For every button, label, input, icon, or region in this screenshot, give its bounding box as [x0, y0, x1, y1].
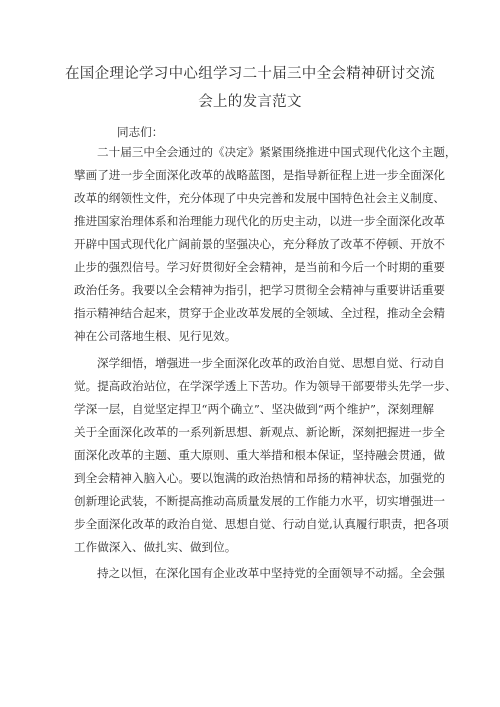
- paragraph-2-line-6: 到全会精神入脑入心。要以饱满的政治热情和昂扬的精神状态，加强党的: [74, 471, 446, 485]
- paragraph-1-line-3: 改革的纲领性文件，充分体现了中央完善和发展中国特色社会主义制度、: [74, 191, 446, 205]
- paragraph-1-line-5: 开辟中国式现代化广阔前景的坚强决心，充分释放了改革不停顿、开放不: [74, 237, 446, 251]
- paragraph-2-line-4: 关于全面深化改革的一系列新思想、新观点、新论断，深刻把握进一步全: [74, 425, 446, 439]
- paragraph-2-line-9: 工作做深入、做扎实、做到位。: [74, 540, 237, 554]
- salutation: 同志们：: [117, 125, 164, 139]
- paragraph-1-line-2: 擘画了进一步全面深化改革的战略蓝图，是指导新征程上进一步全面深化: [74, 168, 446, 182]
- paragraph-2-line-5: 面深化改革的主题、重大原则、重大举措和根本保证，坚持融会贯通，做: [74, 448, 446, 462]
- paragraph-1-line-1: 二十届三中全会通过的《决定》紧紧围绕推进中国式现代化这个主题，: [97, 145, 457, 159]
- paragraph-2-line-3: 学深一层，自觉坚定捍卫“两个确立”、坚决做到“两个维护”，深刻理解: [74, 402, 434, 416]
- paragraph-2-line-8: 步全面深化改革的政治自觉、思想自觉、行动自觉,认真履行职责，把各项: [74, 517, 449, 531]
- paragraph-1-line-4: 推进国家治理体系和治理能力现代化的历史主动，以进一步全面深化改革: [74, 214, 446, 228]
- document-title-line-2: 会上的发言范文: [198, 94, 302, 110]
- paragraph-2-line-7: 创新理论武装，不断提高推动高质量发展的工作能力水平，切实增强进一: [74, 494, 446, 508]
- document-title-line-1: 在国企理论学习中心组学习二十届三中全会精神研讨交流: [65, 66, 435, 82]
- paragraph-1-line-7: 政治任务。我要以全会精神为指引，把学习贯彻全会精神与重要讲话重要: [74, 283, 446, 297]
- paragraph-2-line-1: 深学细悟，增强进一步全面深化改革的政治自觉、思想自觉、行动自: [97, 356, 445, 370]
- paragraph-2-line-2: 觉。提高政治站位，在学深学透上下苦功。作为领导干部要带头先学一步、: [74, 379, 457, 393]
- paragraph-1-line-6: 止步的强烈信号。学习好贯彻好全会精神，是当前和今后一个时期的重要: [74, 260, 446, 274]
- paragraph-3-line-1: 持之以恒，在深化国有企业改革中坚持党的全面领导不动摇。全会强: [97, 566, 445, 580]
- paragraph-1-line-9: 神在公司落地生根、见行见效。: [74, 329, 237, 343]
- paragraph-1-line-8: 指示精神结合起来，贯穿于企业改革发展的全领域、全过程，推动全会精: [74, 306, 446, 320]
